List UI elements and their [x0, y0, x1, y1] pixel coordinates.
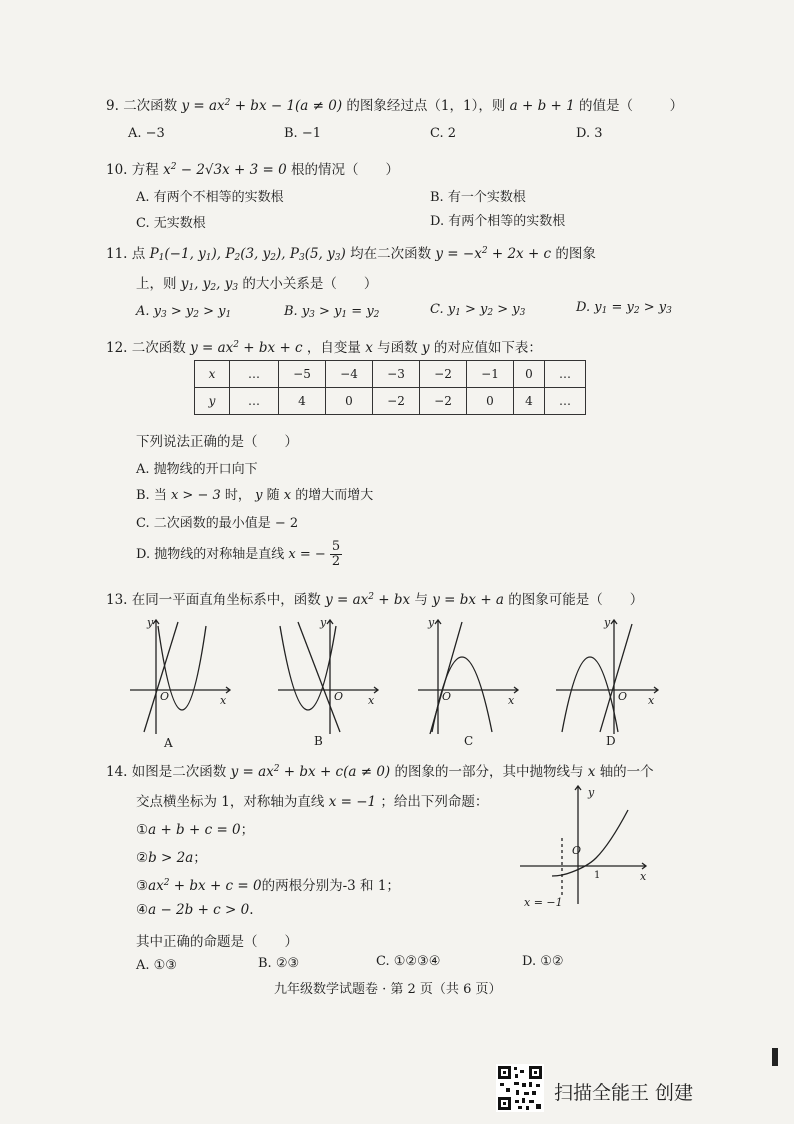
- y-label: y: [604, 616, 611, 629]
- scan-edge-mark: [772, 1048, 778, 1066]
- q11-option-d: D. $y_1 = y_2 > y_3$: [576, 300, 672, 316]
- question-11: [106, 242, 596, 263]
- tick-label: 1: [594, 870, 601, 881]
- q12-stem-post: ，自变量: [306, 340, 361, 356]
- symmetry-label: x = −1: [524, 896, 563, 909]
- q9-option-a: A. −3: [128, 126, 165, 141]
- origin-label: O: [572, 844, 582, 857]
- q9-expression: a + b + 1: [509, 98, 575, 114]
- page-footer: 九年级数学试题卷 · 第 2 页（共 6 页）: [274, 982, 502, 997]
- q12-function: $y = ax^2$ + bx + c: [190, 340, 303, 356]
- q12-stem-post2: 与函数: [377, 340, 418, 356]
- q9-option-c: C. 2: [430, 126, 457, 141]
- table-cell: −3: [373, 361, 420, 388]
- parabola: [562, 657, 618, 732]
- q13-function-2: y = bx + a: [432, 592, 504, 608]
- q12-option-d: [136, 540, 342, 569]
- q13-label-c: C: [464, 734, 474, 748]
- q9-number: 9.: [106, 98, 119, 114]
- q12-option-d-pre: D. 抛物线的对称轴是直线: [136, 547, 285, 562]
- question-9: [106, 94, 683, 114]
- line: [430, 622, 462, 734]
- q12-stem-post3: 的对应值如下表：: [433, 340, 542, 356]
- y-label: y: [147, 616, 154, 629]
- q11-points: $P_1(-1$, $y_1$), $P_2(3$, $y_2$), $P_3(5$, $y_3$): [149, 246, 346, 263]
- q10-option-d: D. 有两个相等的实数根: [430, 214, 566, 229]
- origin-label: O: [442, 690, 452, 703]
- x-label: x: [648, 694, 655, 707]
- table-cell: 4: [279, 388, 326, 415]
- q12-option-b-cond: x > − 3: [170, 488, 221, 503]
- q9-stem-pre: 二次函数: [123, 98, 178, 114]
- item-marker: ①: [136, 822, 149, 838]
- q9-option-d: D. 3: [576, 126, 603, 141]
- q12-option-a: A. 抛物线的开口向下: [136, 462, 258, 477]
- q11-line2-post: 的大小关系是（ ）: [242, 276, 378, 292]
- table-cell: −2: [420, 388, 467, 415]
- q14-graph: [506, 780, 656, 912]
- q12-number: 12.: [106, 340, 128, 356]
- q14-item-1-expr: a + b + c = 0: [148, 822, 241, 838]
- question-10: [106, 158, 399, 178]
- table-cell: 0: [467, 388, 514, 415]
- table-cell: 0: [514, 361, 545, 388]
- q9-stem-post: 的图象经过点（1，1），则: [346, 98, 506, 114]
- table-cell: …: [230, 361, 279, 388]
- q12-option-b-mid: 时，: [224, 488, 251, 503]
- origin-label: O: [618, 690, 628, 703]
- graph-c: [418, 616, 518, 734]
- y-label: y: [428, 616, 435, 629]
- q14-number: 14.: [106, 764, 128, 780]
- q14-line2: 交点横坐标为 1，对称轴为直线: [136, 794, 325, 810]
- question-12: [106, 336, 542, 356]
- q14-option-d: D. ①②: [522, 954, 564, 969]
- q14-axis-eq: x = −1: [328, 794, 377, 810]
- q10-option-b: B. 有一个实数根: [430, 190, 526, 205]
- q12-option-b-pre: B. 当: [136, 488, 167, 503]
- table-cell: 0: [326, 388, 373, 415]
- q14-stem-post2: 轴的一个: [599, 764, 654, 780]
- qr-code-icon: [496, 1064, 544, 1112]
- q9-stem-tail: 的值是（: [579, 98, 634, 114]
- q14-stem-pre: 如图是二次函数: [131, 764, 227, 780]
- q11-stem-pre: 点: [131, 246, 146, 262]
- table-cell: −1: [467, 361, 514, 388]
- q11-option-c: C. $y_1 > y_2 > y_3$: [430, 302, 526, 318]
- q14-item-4-expr: a − 2b + c > 0: [148, 902, 250, 918]
- q11-variables: $y_1$, $y_2$, $y_3$: [180, 276, 239, 293]
- table-cell: x: [195, 361, 230, 388]
- q13-stem-mid: 与: [414, 592, 428, 608]
- graph-d: [556, 616, 658, 734]
- q13-function-1: $y = ax^2$ + bx: [325, 592, 411, 608]
- table-cell: −5: [279, 361, 326, 388]
- q11-stem-mid: 均在二次函数: [350, 246, 432, 262]
- q11-number: 11.: [106, 246, 128, 262]
- fraction-denominator: 2: [331, 554, 341, 569]
- q10-stem-post: 根的情况（ ）: [291, 162, 399, 178]
- question-14: [106, 760, 654, 780]
- table-cell: 4: [514, 388, 545, 415]
- table-cell: …: [545, 388, 586, 415]
- q10-number: 10.: [106, 162, 128, 178]
- q14-item-3-post: 的两根分别为-3 和 1；: [261, 878, 400, 894]
- table-row-x: [195, 361, 586, 388]
- q10-option-a: A. 有两个不相等的实数根: [136, 190, 284, 205]
- q14-line2-post: ；给出下列命题：: [380, 794, 489, 810]
- q13-stem-pre: 在同一平面直角坐标系中，函数: [131, 592, 321, 608]
- q13-stem-post: 的图象可能是（ ）: [508, 592, 644, 608]
- table-cell: …: [230, 388, 279, 415]
- q11-option-b: B. $y_3 > y_1 = y_2$: [284, 304, 380, 320]
- q12-option-b: [136, 484, 373, 503]
- q12-stem-pre: 二次函数: [131, 340, 186, 356]
- q13-label-a: A: [164, 736, 173, 750]
- graph-b: [278, 616, 378, 734]
- origin-label: O: [160, 690, 170, 703]
- q12-prompt: 下列说法正确的是（ ）: [136, 434, 298, 450]
- q12-option-b-post: 随: [266, 488, 280, 503]
- q11-line-2: [136, 272, 377, 293]
- q14-item-2: ②b > 2a；: [136, 850, 207, 866]
- q11-stem-post: 的图象: [555, 246, 596, 262]
- q12-option-d-eq: x = −: [288, 547, 326, 562]
- q14-item-1: ①a + b + c = 0；: [136, 822, 255, 838]
- q9-option-b: B. −1: [284, 126, 321, 141]
- q11-function: $y = -x^2 + 2x + c$: [435, 246, 552, 262]
- q12-value-table: [194, 360, 586, 415]
- q12-option-b-y: y: [255, 488, 263, 503]
- q14-item-4: ④a − 2b + c > 0.: [136, 902, 254, 918]
- q12-var-y: y: [421, 340, 430, 356]
- q14-item-3: [136, 874, 400, 894]
- table-cell: …: [545, 361, 586, 388]
- q14-item-2-expr: b > 2a: [148, 850, 194, 866]
- y-label: y: [588, 786, 595, 799]
- q12-option-c: C. 二次函数的最小值是 − 2: [136, 516, 299, 531]
- item-marker: ③: [136, 878, 149, 894]
- item-marker: ②: [136, 850, 149, 866]
- x-label: x: [508, 694, 515, 707]
- origin-label: O: [334, 690, 344, 703]
- q9-stem-end: ）: [669, 98, 684, 114]
- q12-option-b-end: 的增大而增大: [295, 488, 374, 503]
- item-marker: ④: [136, 902, 149, 918]
- q9-function: $y = ax^2$ + bx − 1(a ≠ 0): [181, 98, 343, 114]
- table-cell: y: [195, 388, 230, 415]
- x-label: x: [368, 694, 375, 707]
- q12-option-b-x: x: [283, 488, 292, 503]
- q13-graphs: [120, 612, 680, 752]
- q14-stem-post: 的图象的一部分，其中抛物线与: [394, 764, 584, 780]
- x-label: x: [220, 694, 227, 707]
- q12-var-x: x: [365, 340, 373, 356]
- q13-number: 13.: [106, 592, 128, 608]
- scanner-watermark: 扫描全能王 创建: [554, 1082, 694, 1104]
- q13-label-b: B: [314, 734, 323, 748]
- q13-label-d: D: [606, 734, 616, 748]
- q14-function: $y = ax^2$ + bx + c(a ≠ 0): [230, 764, 391, 780]
- q10-option-c: C. 无实数根: [136, 216, 206, 231]
- table-row-y: [195, 388, 586, 415]
- q14-prompt: 其中正确的命题是（ ）: [136, 934, 298, 950]
- y-label: y: [320, 616, 327, 629]
- q14-var-x: x: [587, 764, 596, 780]
- q14-line-2: [136, 790, 488, 810]
- table-cell: −2: [420, 361, 467, 388]
- table-cell: −2: [373, 388, 420, 415]
- q11-line2-pre: 上，则: [136, 276, 177, 292]
- x-label: x: [640, 870, 647, 883]
- q14-option-c: C. ①②③④: [376, 954, 441, 969]
- q10-equation: $x^2 - 2√3x + 3 = 0$: [163, 162, 287, 178]
- line: [144, 622, 178, 732]
- q14-option-b: B. ②③: [258, 956, 300, 971]
- graph-a: [130, 616, 230, 734]
- q12-fraction: [330, 540, 342, 569]
- question-13: [106, 588, 643, 608]
- parabola: [280, 626, 336, 710]
- q14-item-3-expr: $ax^2$ + bx + c = 0: [148, 878, 262, 894]
- q11-option-a: A. $y_3 > y_2 > y_1$: [136, 304, 232, 320]
- q10-stem-pre: 方程: [131, 162, 159, 178]
- q14-option-a: A. ①③: [136, 958, 177, 973]
- table-cell: −4: [326, 361, 373, 388]
- fraction-numerator: 5: [331, 539, 341, 554]
